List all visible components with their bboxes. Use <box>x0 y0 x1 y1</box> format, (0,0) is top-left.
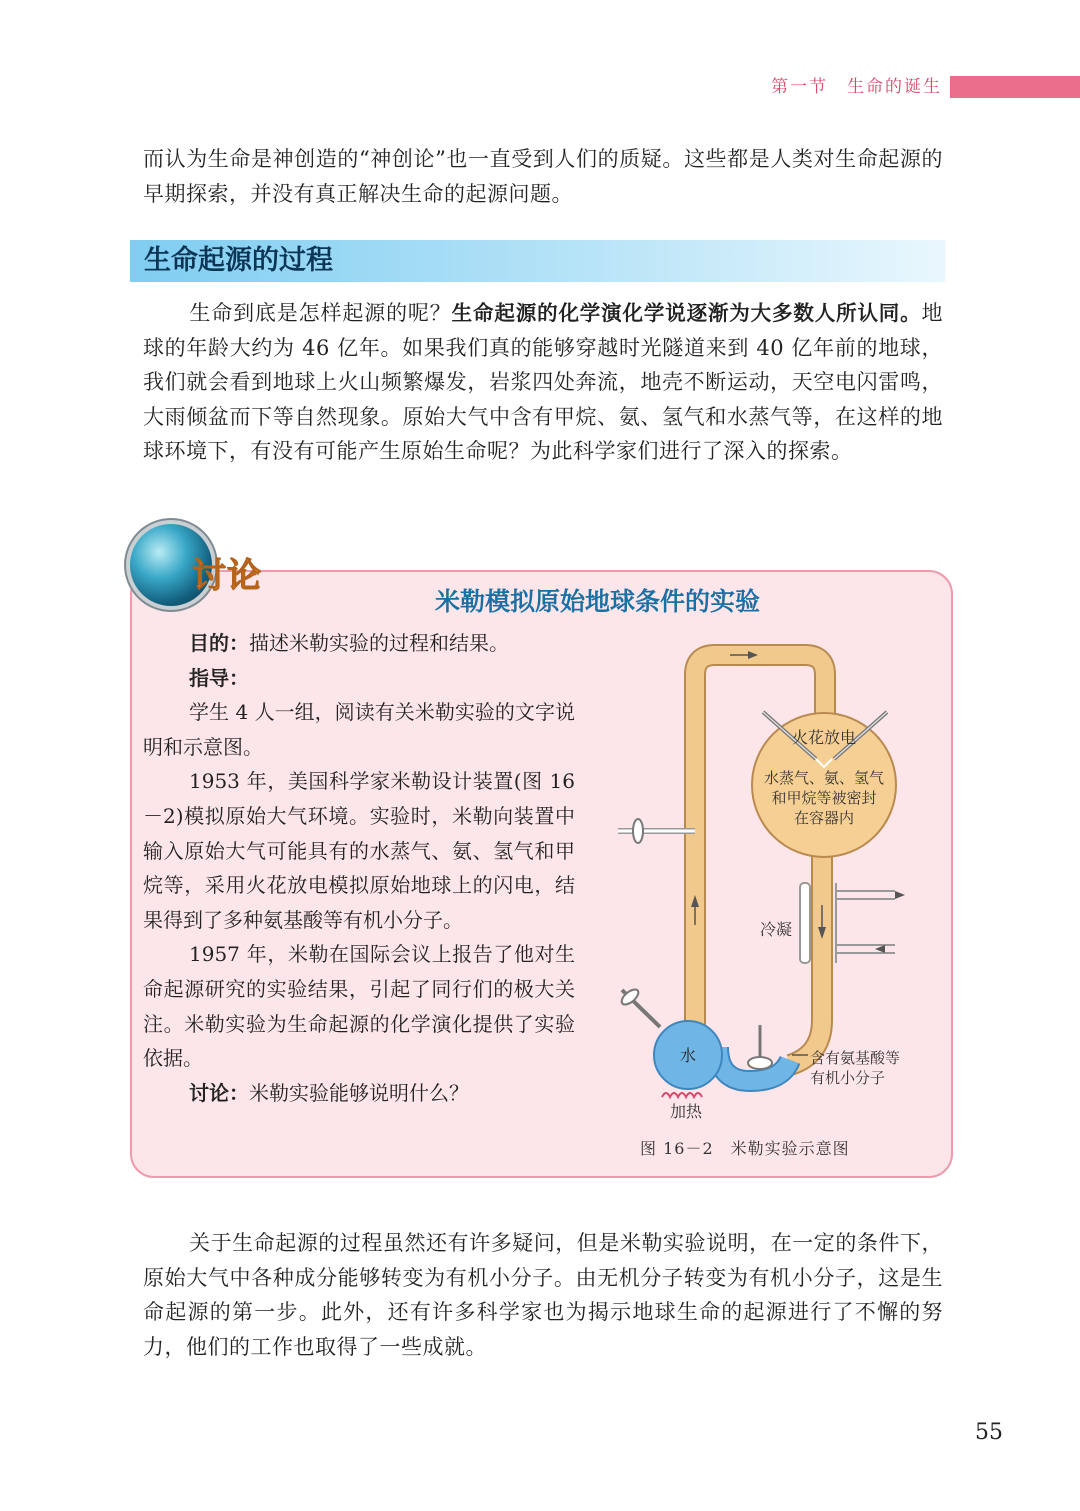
purpose-text: 描述米勒实验的过程和结果。 <box>249 631 509 655</box>
miller-apparatus-diagram <box>600 635 940 1135</box>
origin-paragraph <box>143 296 943 469</box>
spark-label: 火花放电 <box>791 728 857 747</box>
guide-label: 指导： <box>189 665 249 690</box>
inlet-stopcock <box>633 819 643 843</box>
purpose-label: 目的： <box>189 631 249 655</box>
origin-lead: 生命到底是怎样起源的呢？ <box>189 301 452 325</box>
section-heading: 生命起源的过程 <box>144 245 333 276</box>
product-label-line2: 有机小分子 <box>810 1069 886 1087</box>
discussion-text <box>143 626 575 1110</box>
product-label-line1: 含有氨基酸等 <box>810 1049 901 1067</box>
page-header <box>0 72 1080 102</box>
question-text: 米勒实验能够说明什么？ <box>249 1080 469 1105</box>
chamber-label-line1: 水蒸气、氨、氢气 <box>763 769 885 787</box>
guide-paragraph-1: 学生 4 人一组，阅读有关米勒实验的文字说明和示意图。 <box>143 700 575 759</box>
condense-label: 冷凝 <box>760 920 793 939</box>
purpose-line <box>143 626 575 661</box>
chamber-label-line3: 在容器内 <box>793 809 855 827</box>
heat-label: 加热 <box>670 1102 703 1121</box>
chapter-section-label <box>771 72 942 102</box>
closing-paragraph: 关于生命起源的过程虽然还有许多疑问，但是米勒实验说明，在一定的条件下，原始大气中各种成分能够转变为有机小分子。由无机分子转变为有机小分子，这是生命起源的第一步。此外，还有许多科学家也为揭示地球生命的起源进行了不懈的努力，他们的工作也取得了一些成就。 <box>143 1231 943 1359</box>
heater-coil-icon <box>662 1093 702 1097</box>
section-number: 第一节 <box>771 77 828 97</box>
question-label: 讨论： <box>189 1080 249 1105</box>
section-heading-band <box>130 240 945 282</box>
guide-line <box>143 661 575 696</box>
experiment-title: 米勒模拟原始地球条件的实验 <box>434 587 760 616</box>
header-accent-bar <box>950 76 1080 98</box>
page-number: 55 <box>975 1420 1003 1445</box>
guide-paragraph-3: 1957 年，米勒在国际会议上报告了他对生命起源研究的实验结果，引起了同行们的极大关注。米勒实验为生命起源的化学演化提供了实验依据。 <box>143 942 575 1071</box>
guide-paragraph-2: 1953 年，美国科学家米勒设计装置(图 16－2)模拟原始大气环境。实验时，米勒向装置中输入原始大气可能具有的水蒸气、氨、氢气和甲烷等，采用火花放电模拟原始地球上的闪电，结果得到了多种氨基酸等有机小分子。 <box>143 769 575 932</box>
chamber-label-line2: 和甲烷等被密封 <box>771 789 877 807</box>
section-title: 生命的诞生 <box>847 77 942 97</box>
intro-paragraph: 而认为生命是神创造的“神创论”也一直受到人们的质疑。这些都是人类对生命起源的早期探索，并没有真正解决生命的起源问题。 <box>143 147 943 206</box>
origin-bold-statement: 生命起源的化学演化学说逐渐为大多数人所认同。 <box>451 301 922 325</box>
origin-rest: 地球的年龄大约为 46 亿年。如果我们真的能够穿越时光隧道来到 40 亿年前的地球，我们就会看到地球上火山频繁爆发，岩浆四处奔流，地壳不断运动，天空电闪雷鸣，大雨倾盆而下等自然现象。原始大气中含有甲烷、氨、氢气和水蒸气等，在这样的地球环境下，有没有可能产生原始生命呢？为此科学家们进行了深入的探索。 <box>143 301 944 463</box>
water-label: 水 <box>680 1046 697 1065</box>
condenser-jacket <box>800 883 810 963</box>
question-line <box>143 1076 575 1111</box>
discussion-badge: 讨论 <box>192 556 262 596</box>
figure-caption: 图 16－2 米勒实验示意图 <box>640 1139 850 1158</box>
